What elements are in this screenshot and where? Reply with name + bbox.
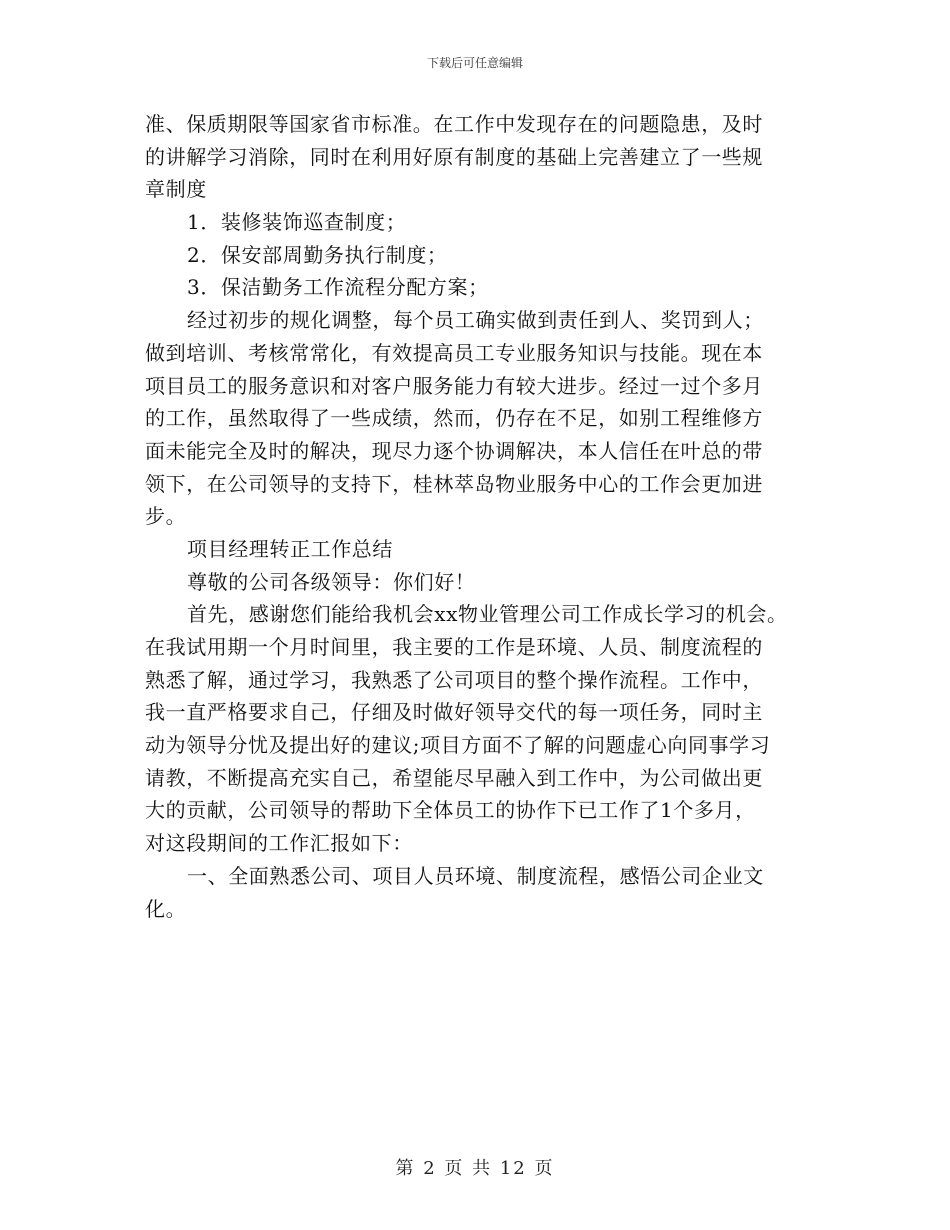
body-line: 项目员工的服务意识和对客户服务能力有较大进步。经过一过个多月	[145, 373, 763, 398]
page-number: 第 2 页 共 12 页	[395, 1158, 555, 1179]
body-line: 的工作，虽然取得了一些成绩，然而，仍存在不足，如别工程维修方	[145, 406, 763, 431]
body-line: 领下，在公司领导的支持下，桂林萃岛物业服务中心的工作会更加进	[145, 471, 763, 496]
list-item: 3．保洁勤务工作流程分配方案；	[187, 275, 489, 300]
body-line: 首先，感谢您们能给我机会xx物业管理公司工作成长学习的机会。	[187, 602, 788, 627]
body-line: 熟悉了解，通过学习，我熟悉了公司项目的整个操作流程。工作中，	[145, 667, 763, 692]
document-body	[145, 108, 835, 925]
body-line: 做到培训、考核常常化，有效提高员工专业服务知识与技能。现在本	[145, 340, 763, 365]
body-line: 大的贡献，公司领导的帮助下全体员工的协作下已工作了1个多月，	[145, 798, 756, 823]
section-heading: 一、全面熟悉公司、项目人员环境、制度流程，感悟公司企业文	[187, 863, 764, 888]
body-line: 章制度	[145, 177, 207, 202]
list-item: 2．保安部周勤务执行制度；	[187, 242, 448, 267]
body-line: 经过初步的规化调整，每个员工确实做到责任到人、奖罚到人；	[187, 308, 764, 333]
body-line: 准、保质期限等国家省市标准。在工作中发现存在的问题隐患，及时	[145, 112, 763, 136]
salutation: 尊敬的公司各级领导：你们好！	[187, 569, 476, 594]
body-line: 对这段期间的工作汇报如下：	[145, 831, 413, 856]
list-item: 1．装修装饰巡查制度；	[187, 210, 407, 235]
body-line: 我一直严格要求自己，仔细及时做好领导交代的每一项任务，同时主	[145, 700, 763, 725]
body-line: 在我试用期一个月时间里，我主要的工作是环境、人员、制度流程的	[145, 635, 763, 659]
body-line: 面未能完全及时的解决，现尽力逐个协调解决，本人信任在叶总的带	[145, 438, 763, 463]
body-line: 动为领导分忧及提出好的建议;项目方面不了解的问题虚心向同事学习	[145, 733, 771, 758]
section-title: 项目经理转正工作总结	[187, 536, 393, 561]
body-line: 请教，不断提高充实自己，希望能尽早融入到工作中，为公司做出更	[145, 765, 763, 790]
body-line: 步。	[145, 504, 187, 529]
page-header: 下载后可任意编辑	[426, 56, 523, 70]
body-line: 化。	[145, 896, 187, 921]
body-line: 的讲解学习消除，同时在利用好原有制度的基础上完善建立了一些规	[145, 144, 763, 169]
